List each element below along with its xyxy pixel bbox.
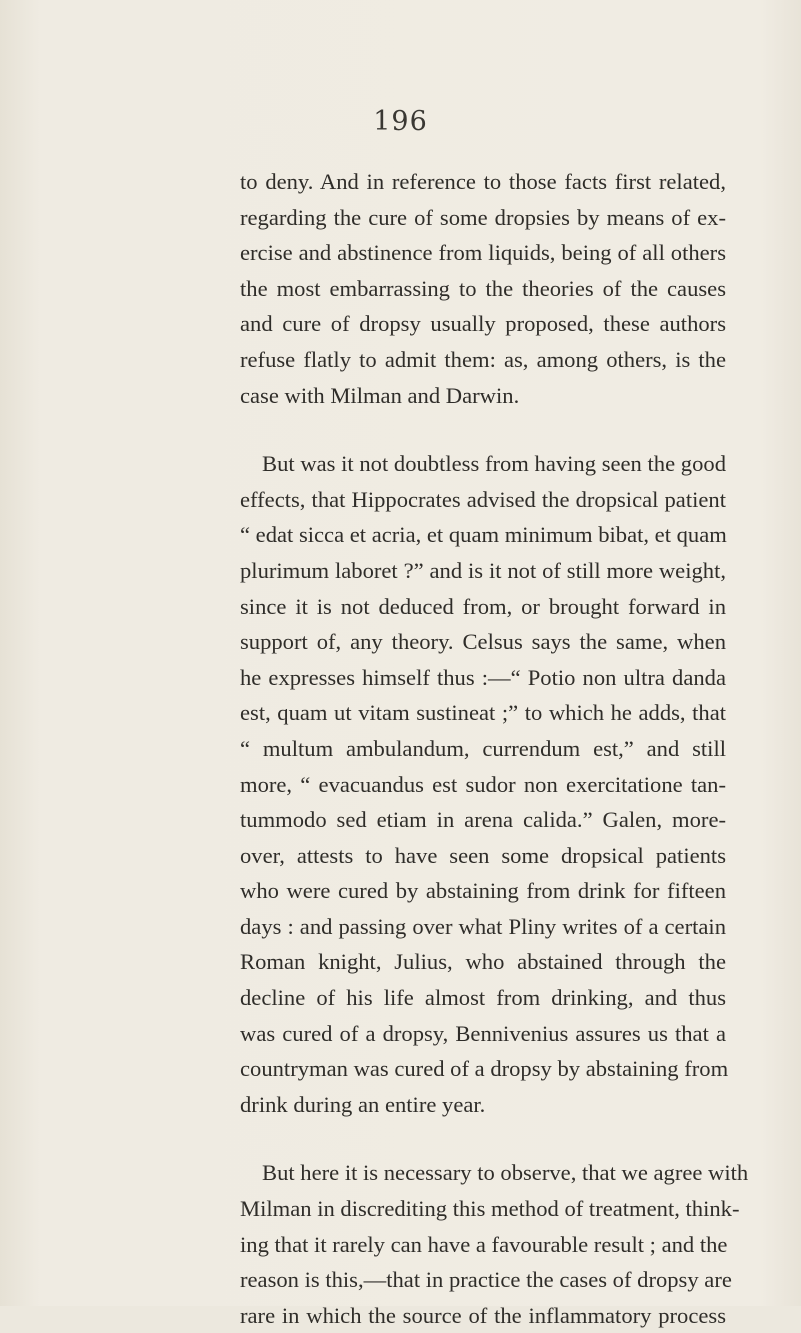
- text-line: regarding the cure of some dropsies by means of ex-: [240, 204, 726, 230]
- text-line: But was it not doubtless from having seen the good: [262, 451, 726, 477]
- text-line: refuse flatly to admit them: as, among others, is the: [240, 346, 726, 372]
- paragraph-2: [240, 446, 729, 1122]
- text-line: to deny. And in reference to those facts first related,: [240, 169, 726, 194]
- text-line: over, attests to have seen some dropsical patients: [240, 842, 726, 868]
- text-line: Roman knight, Julius, who abstained through the: [240, 949, 726, 975]
- text-line: rare in which the source of the inflammatory process: [240, 1302, 726, 1328]
- text-line: was cured of a dropsy, Bennivenius assures us that a: [240, 1020, 726, 1046]
- text-line: drink during an entire year.: [240, 1091, 486, 1117]
- text-line: ing that it rarely can have a favourable result ; and the: [240, 1231, 728, 1257]
- paragraph-1: [240, 164, 726, 413]
- text-line: “ multum ambulandum, currendum est,” and still: [240, 735, 726, 761]
- text-line: plurimum laboret ?” and is it not of still more weight,: [240, 557, 726, 583]
- text-line: he expresses himself thus :—“ Potio non ultra danda: [240, 664, 726, 690]
- text-line: the most embarrassing to the theories of the causes: [240, 275, 726, 301]
- text-line: ercise and abstinence from liquids, being of all others: [240, 240, 726, 266]
- text-line: since it is not deduced from, or brought forward in: [240, 593, 726, 619]
- paragraph-gap: [240, 413, 726, 446]
- text-line: case with Milman and Darwin.: [240, 382, 520, 408]
- text-line: reason is this,—that in practice the cases of dropsy are: [240, 1267, 732, 1293]
- text-line: support of, any theory. Celsus says the same, when: [240, 629, 726, 655]
- paragraph-gap: [240, 1122, 726, 1155]
- text-line: tummodo sed etiam in arena calida.” Galen, more-: [240, 807, 726, 833]
- text-line: countryman was cured of a dropsy by abstaining from: [240, 1056, 729, 1082]
- text-line: who were cured by abstaining from drink for fifteen: [240, 878, 726, 904]
- text-line: Milman in discrediting this method of treatment, think-: [240, 1196, 740, 1222]
- text-line: more, “ evacuandus est sudor non exercitatione tan-: [240, 771, 726, 797]
- text-line: and cure of dropsy usually proposed, these authors: [240, 311, 726, 337]
- text-line: est, quam ut vitam sustineat ;” to which he adds, that: [240, 700, 726, 726]
- text-line: But here it is necessary to observe, that we agree with: [262, 1160, 749, 1186]
- body-text: [240, 164, 749, 1333]
- text-line: days : and passing over what Pliny writes of a certain: [240, 913, 726, 939]
- text-line: “ edat sicca et acria, et quam minimum bibat, et quam: [240, 522, 727, 548]
- text-line: decline of his life almost from drinking, and thus: [240, 985, 726, 1011]
- paragraph-3: [240, 1155, 749, 1333]
- text-line: effects, that Hippocrates advised the dropsical patient: [240, 486, 726, 512]
- page-number: 196: [373, 106, 428, 137]
